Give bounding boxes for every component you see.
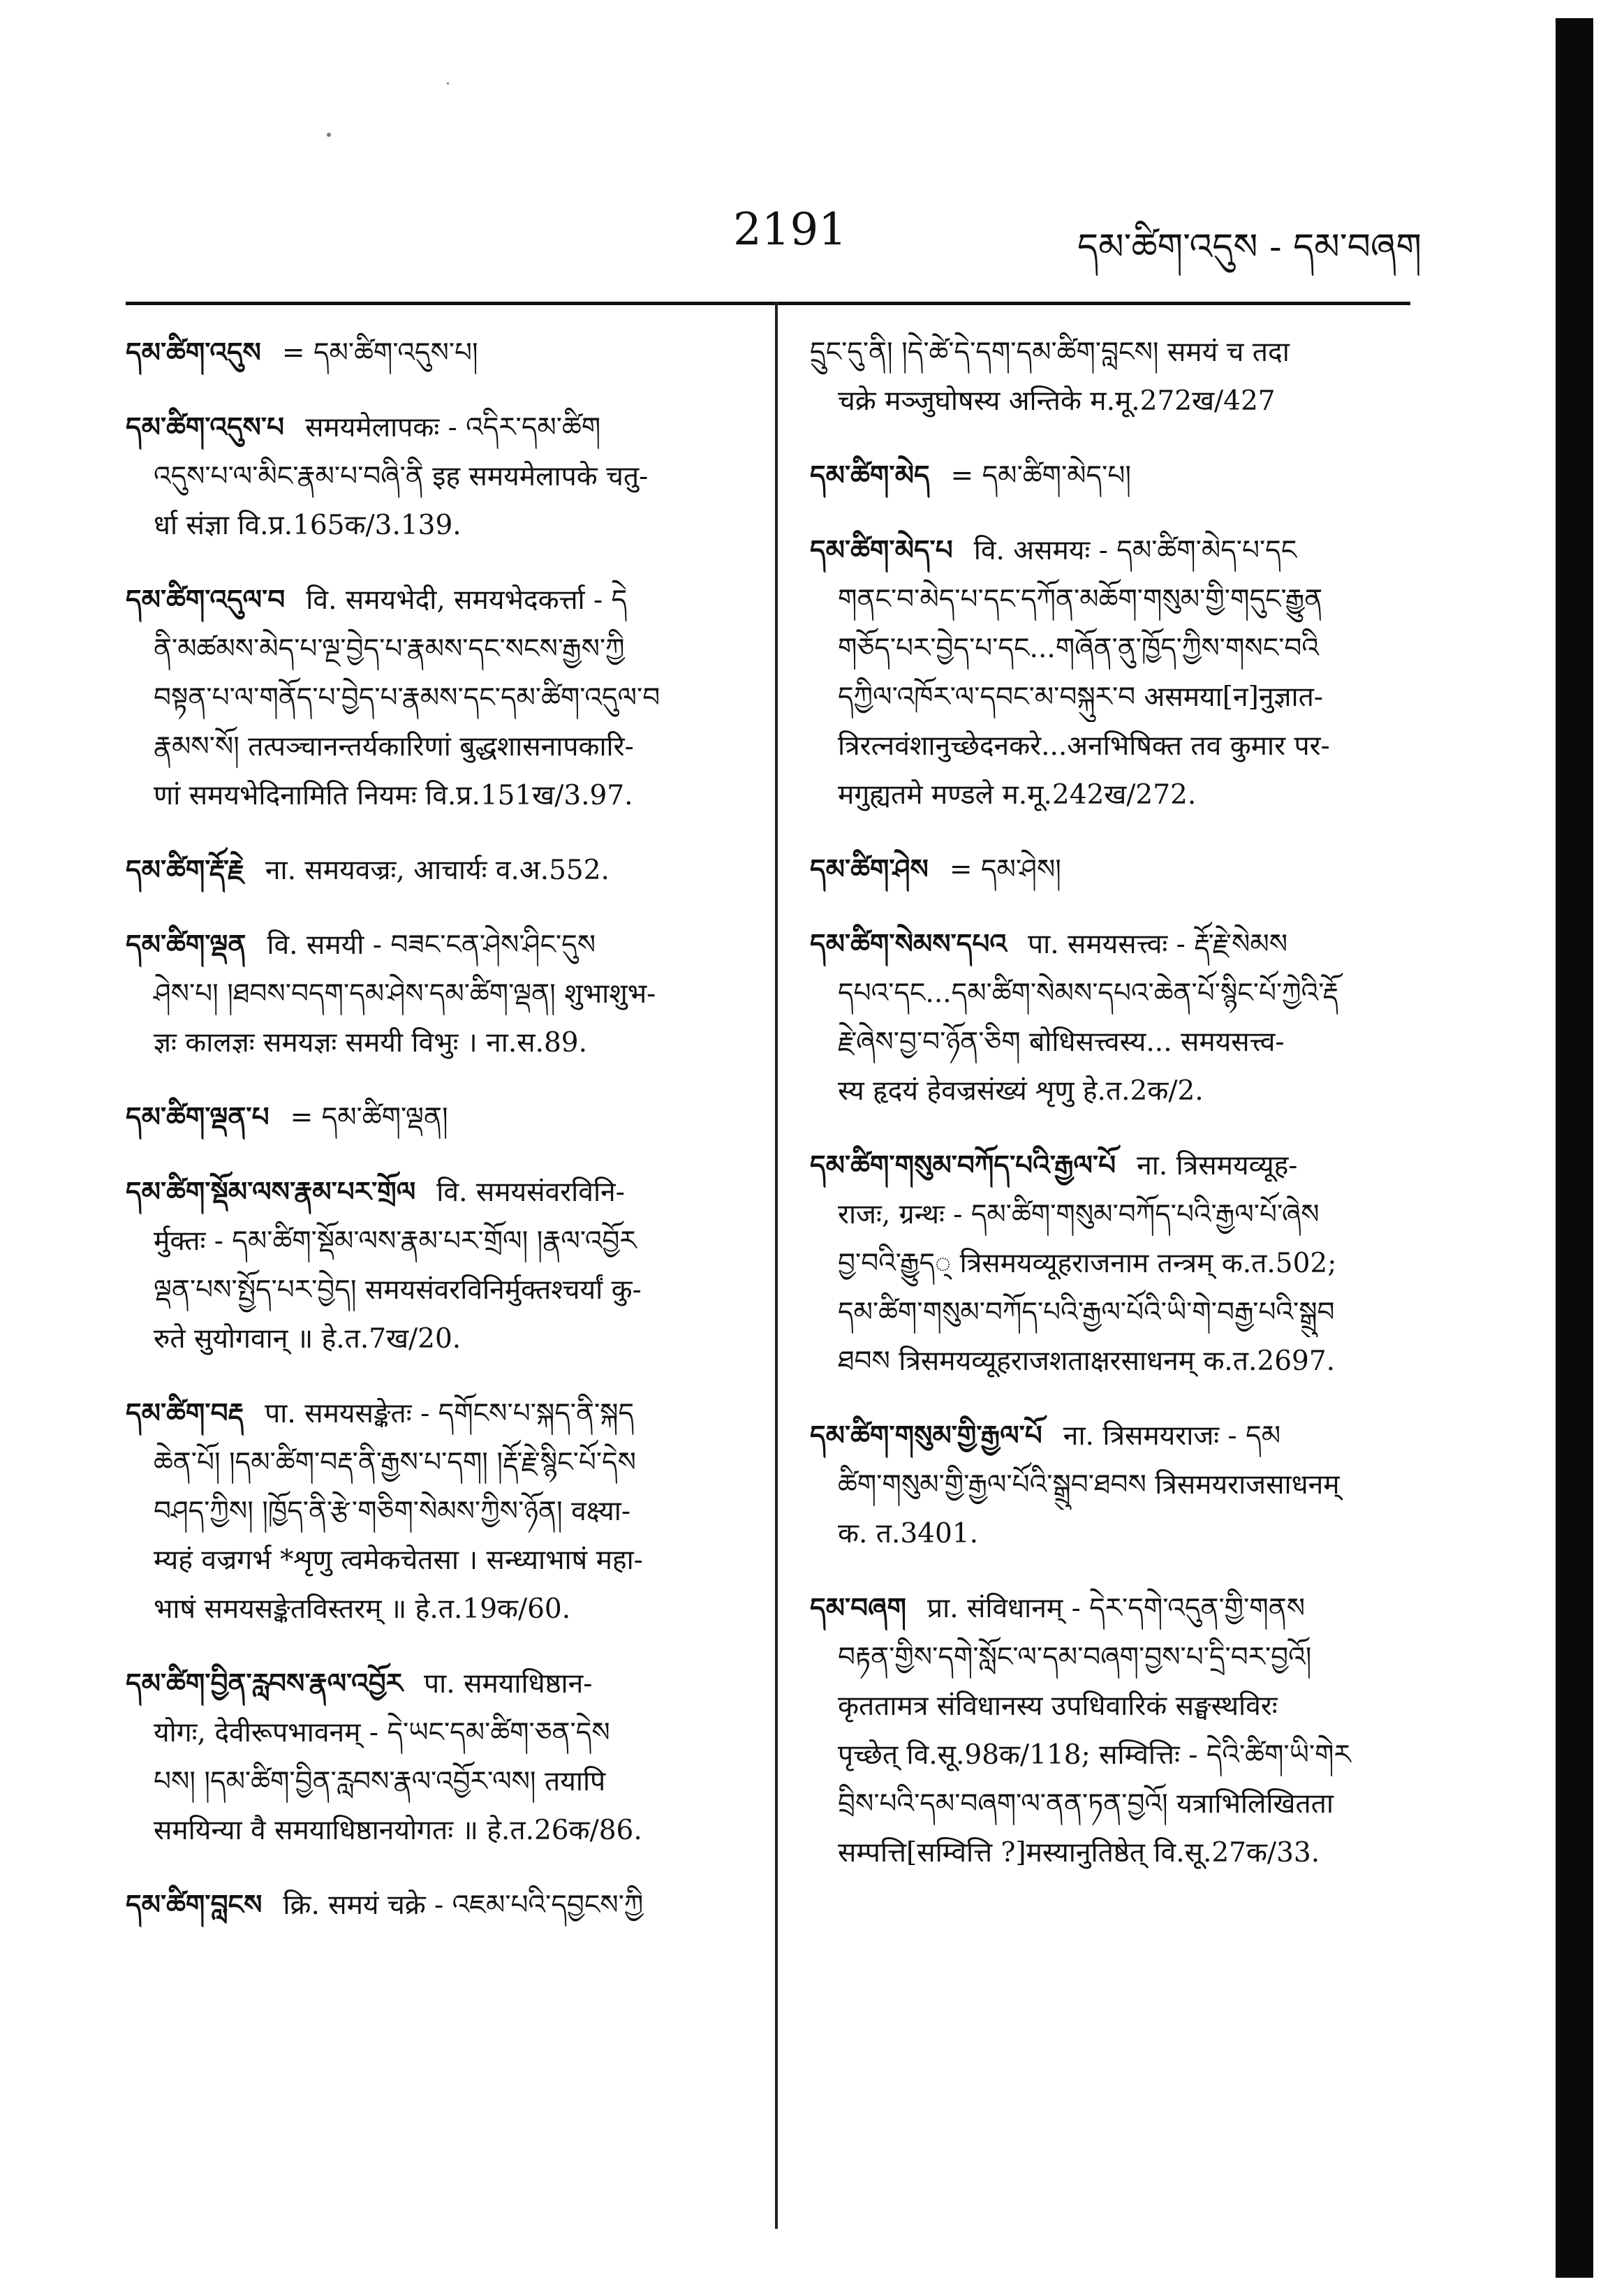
entry-text: चक्रे मञ्जुघोषस्य अन्तिके म.मू.272ख/427	[838, 385, 1276, 417]
entry-text: वि. समयभेदी, समयभेदकर्त्ता - དེ	[306, 584, 628, 616]
entry-first-line	[810, 526, 1410, 575]
dictionary-entry	[126, 328, 740, 378]
entry-line	[810, 1018, 1410, 1067]
entry-headword: དམ་ཚིག་བྱིན་རླབས་རྣལ་འབྱོར	[126, 1667, 404, 1700]
entry-headword: དམ་ཚིག་མེད་པ	[810, 534, 953, 566]
entry-headword: དམ་ཚིག་བླངས	[126, 1889, 263, 1921]
entry-line	[126, 452, 740, 501]
entry-line	[810, 722, 1410, 771]
entry-text: བཤད་ཀྱིས། །ཁྱོད་ནི་རྩེ་གཅིག་སེམས་ཀྱིས་ཉོན། वक्ष्या-	[154, 1496, 631, 1527]
scan-edge-shadow	[1556, 18, 1593, 2278]
header-rule	[126, 302, 1410, 305]
entry-text: དམ་ཚིག་གསུམ་བཀོད་པའི་རྒྱལ་པོའི་ཡི་གེ་བརྒྱ་པའི་སྒྲུབ	[838, 1297, 1335, 1328]
entry-line	[126, 625, 740, 674]
entry-text: मगुह्यतमे मण्डले म.मू.242ख/272.	[838, 779, 1197, 811]
entry-line	[126, 1806, 740, 1855]
entry-headword: དམ་ཚིག་ལྡན	[126, 929, 246, 961]
entry-text: वि. असमयः - དམ་ཚིག་མེད་པ་དང	[973, 535, 1297, 566]
entry-line	[810, 624, 1410, 673]
entry-text: ना. त्रिसमयव्यूह-	[1137, 1150, 1298, 1181]
entry-text: རྗེ་ཞེས་བྱ་བ་ཉོན་ཅིག बोधिसत्त्वस्य... समयसत्त्व-	[838, 1026, 1285, 1058]
entry-first-line	[810, 920, 1410, 969]
entry-headword: དམ་ཚིག་ཤེས	[810, 853, 929, 885]
entry-headword: དམ་ཚིག་བརྡ	[126, 1397, 244, 1429]
entry-text: ना. त्रिसमयराजः - དམ	[1063, 1420, 1281, 1452]
entry-text: णां समयभेदिनामिति नियमः वि.प्र.151ख/3.97.	[154, 780, 633, 811]
entry-first-line	[126, 1880, 740, 1930]
entry-text: དྲུང་དུ་ནི། །དེ་ཚེ་དེ་དག་དམ་ཚིག་བླངས། समयं च तदा	[810, 337, 1290, 368]
dictionary-entry	[126, 575, 740, 820]
entry-headword: དམ་ཚིག་འདུལ་བ	[126, 584, 286, 616]
entry-text: समयिन्या वै समयाधिष्ठानयोगतः ॥ हे.त.26क/86.	[154, 1815, 642, 1846]
dictionary-entry	[810, 1584, 1410, 1878]
entry-text: वि. समयी - བཟང་ངན་ཤེས་ཤིང་དུས	[267, 929, 596, 961]
entry-text: དཔའ་དང...དམ་ཚིག་སེམས་དཔའ་ཆེན་པོ་སྙིང་པོ་ཀྱེའི་རྡོ	[838, 978, 1339, 1009]
running-head: དམ་ཚིག་འདུས - དམ་བཞག	[1077, 226, 1422, 268]
entry-line	[810, 1288, 1410, 1337]
entry-text: योगः, देवीरूपभावनम् - དེ་ཡང་དམ་ཚིག་ཅན་དེས	[154, 1717, 610, 1748]
entry-text: པས། །དམ་ཚིག་བྱིན་རླབས་རྣལ་འབྱོར་ལས། तयापि	[154, 1766, 606, 1797]
entry-line	[810, 1337, 1410, 1386]
entry-line	[810, 377, 1410, 426]
entry-line	[810, 1780, 1410, 1829]
entry-line	[126, 674, 740, 723]
entry-headword: དམ་ཚིག་གསུམ་གྱི་རྒྱལ་པོ	[810, 1420, 1042, 1452]
entry-text: प्रा. संविधानम् - དེར་དགེ་འདུན་གྱི་གནས	[927, 1593, 1306, 1624]
entry-text: ना. समयवज्रः, आचार्यः व.अ.552.	[265, 855, 610, 886]
entry-first-line	[810, 328, 1410, 377]
dictionary-entry	[126, 920, 740, 1068]
dictionary-entry	[126, 846, 740, 895]
column-divider	[775, 302, 778, 2229]
dictionary-entry	[810, 328, 1410, 426]
entry-text: གཅོད་པར་བྱེད་པ་དང...གཞོན་ནུ་ཁྱོད་ཀྱིས་གསང་བའི	[838, 633, 1319, 664]
entry-first-line	[126, 920, 740, 970]
entry-headword: དམ་བཞག	[810, 1592, 906, 1624]
entry-line	[126, 1758, 740, 1806]
entry-line	[810, 1067, 1410, 1116]
entry-line	[810, 673, 1410, 722]
entry-text: समयमेलापकः - འདིར་དམ་ཚིག	[305, 412, 601, 443]
entry-text: पृच्छेत् वि.सू.98क/118; सम्वित्तिः - དེའི་ཚིག་ཡི་གེར	[838, 1739, 1351, 1771]
entry-first-line	[810, 1584, 1410, 1633]
entry-first-line	[810, 1411, 1410, 1461]
entry-text: བྱ་བའི་རྒྱུད् त्रिसमयव्यूहराजनाम तन्त्रम् क.त.502;	[838, 1248, 1337, 1279]
entry-text: पा. समयसत्त्वः - རྡོ་རྗེ་སེམས	[1027, 929, 1288, 960]
entry-line	[810, 1682, 1410, 1731]
entry-text: བྲིས་པའི་དམ་བཞག་ལ་ནན་ཏན་བྱའོ། यत्राभिलिखितता	[838, 1788, 1334, 1820]
entry-first-line	[126, 328, 740, 378]
dictionary-entry	[810, 1411, 1410, 1559]
entry-text: क. त.3401.	[838, 1518, 979, 1549]
entry-line	[810, 575, 1410, 624]
entry-headword: དམ་ཚིག་ལྡན་པ	[126, 1101, 270, 1133]
dictionary-entry	[126, 1880, 740, 1930]
entry-text: पा. समयाधिष्ठान-	[424, 1668, 593, 1700]
entry-text: = དམ་ཚིག་འདུས་པ།	[281, 337, 478, 369]
entry-line	[810, 1461, 1410, 1510]
entry-first-line	[126, 1389, 740, 1438]
entry-text: ཐབས त्रिसमयव्यूहराजशताक्षरसाधनम् क.त.2697.	[838, 1346, 1336, 1377]
entry-text: रुते सुयोगवान् ॥ हे.त.7ख/20.	[154, 1323, 462, 1355]
dictionary-entry	[126, 1093, 740, 1142]
entry-line	[126, 1266, 740, 1315]
entry-headword: དམ་ཚིག་སྡོམ་ལས་རྣམ་པར་གྲོལ	[126, 1176, 416, 1208]
entry-text: वि. समयसंवरविनि-	[436, 1177, 625, 1208]
dictionary-entry	[126, 1167, 740, 1364]
entry-first-line	[126, 846, 740, 895]
entry-text: क्रि. समयं चक्रे - འཇམ་པའི་དབྱངས་ཀྱི	[283, 1889, 644, 1921]
entry-line	[810, 1633, 1410, 1682]
entry-text: = དམ་ཚིག་མེད་པ།	[950, 460, 1131, 492]
entry-line	[810, 1731, 1410, 1780]
entry-first-line	[126, 403, 740, 452]
entry-line	[126, 1709, 740, 1758]
entry-text: ཤེས་པ། །ཐབས་བདག་དམ་ཤེས་དམ་ཚིག་ལྡན། शुभाशुभ-	[154, 978, 656, 1010]
entry-first-line	[126, 1093, 740, 1142]
dictionary-entry	[810, 845, 1410, 894]
entry-text: भाषं समयसङ्केतविस्तरम् ॥ हे.त.19क/60.	[154, 1593, 571, 1625]
entry-headword: དམ་ཚིག་མེད	[810, 459, 930, 492]
entry-text: म्यहं वज्रगर्भ *शृणु त्वमेकचेतसा । सन्ध्याभाषं महा-	[154, 1545, 643, 1576]
entry-line	[126, 970, 740, 1019]
page-number: 2191	[733, 204, 847, 256]
scan-speck	[447, 82, 449, 84]
entry-text: = དམ་ཚིག་ལྡན།	[290, 1102, 448, 1133]
entry-text: ཚིག་གསུམ་གྱི་རྒྱལ་པོའི་སྒྲུབ་ཐབས त्रिसमयराजसाधनम्	[838, 1469, 1340, 1501]
entry-text: पा. समयसङ्केतः - དགོངས་པ་སྐད་ནི་སྐད	[265, 1398, 635, 1429]
entry-line	[126, 1315, 740, 1364]
entry-line	[810, 1191, 1410, 1239]
entry-text: གནང་བ་མེད་པ་དང་དཀོན་མཆོག་གསུམ་གྱི་གདུང་རྒྱུན	[838, 584, 1323, 615]
entry-headword: དམ་ཚིག་འདུས་པ	[126, 411, 285, 443]
entry-line	[810, 1239, 1410, 1288]
entry-text: कृततामत्र संविधानस्य उपधिवारिकं सङ्घस्थविरः	[838, 1690, 1278, 1722]
dictionary-entry	[810, 1141, 1410, 1386]
scan-speck	[327, 133, 331, 137]
entry-text: ནི་མཚམས་མེད་པ་ལྔ་བྱེད་པ་རྣམས་དང་སངས་རྒྱས་ཀྱི	[154, 633, 625, 665]
entry-line	[126, 1487, 740, 1536]
entry-first-line	[810, 1141, 1410, 1191]
entry-text: ཆེན་པོ། །དམ་ཚིག་བརྡ་ནི་རྒྱས་པ་དག། །རྡོ་རྗེ་སྙིང་པོ་དེས	[154, 1447, 636, 1478]
entry-first-line	[810, 451, 1410, 501]
entry-headword: དམ་ཚིག་སེམས་དཔའ	[810, 928, 1007, 960]
entry-text: र्धा संज्ञा वि.प्र.165क/3.139.	[154, 510, 462, 541]
dictionary-entry	[810, 920, 1410, 1116]
entry-text: = དམ་ཤེས།	[949, 854, 1061, 885]
entry-line	[126, 772, 740, 820]
entry-line	[810, 771, 1410, 820]
entry-line	[126, 1217, 740, 1266]
entry-first-line	[810, 845, 1410, 894]
entry-line	[126, 1438, 740, 1487]
entry-line	[126, 1019, 740, 1068]
entry-text: त्रिरत्नवंशानुच्छेदनकरे...अनभिषिक्त तव कुमार पर-	[838, 730, 1330, 762]
entry-line	[810, 1510, 1410, 1559]
left-column	[126, 328, 740, 1955]
entry-text: ལྡན་པས་སྤྱོད་པར་བྱེད། समयसंवरविनिर्मुक्तश्चर्यां कु-	[154, 1274, 642, 1306]
entry-line	[126, 1585, 740, 1634]
entry-line	[810, 1829, 1410, 1878]
entry-text: सम्पत्ति[सम्वित्ति ?]मस्यानुतिष्ठेत् वि.सू.27क/33.	[838, 1837, 1320, 1869]
entry-line	[126, 501, 740, 550]
entry-text: བརྟན་གྱིས་དགེ་སློང་ལ་དམ་བཞག་བྱས་པ་དྲི་བར་བྱའོ།	[838, 1642, 1312, 1673]
dictionary-entry	[126, 1389, 740, 1634]
dictionary-entry	[810, 526, 1410, 820]
entry-first-line	[126, 575, 740, 625]
entry-text: དཀྱིལ་འཁོར་ལ་དབང་མ་བསྐུར་བ असमया[न]नुज्ञात-	[838, 682, 1323, 713]
entry-line	[126, 1536, 740, 1585]
entry-text: བསྟན་པ་ལ་གནོད་པ་བྱེད་པ་རྣམས་དང་དམ་ཚིག་འདུལ་བ	[154, 682, 660, 714]
right-column	[810, 328, 1410, 1903]
entry-text: र्मुक्तः - དམ་ཚིག་སྡོམ་ལས་རྣམ་པར་གྲོལ། །རྣལ་འབྱོར	[154, 1225, 637, 1257]
entry-text: ज्ञः कालज्ञः समयज्ञः समयी विभुः । ना.स.89.	[154, 1027, 588, 1059]
entry-line	[810, 969, 1410, 1018]
entry-headword: དམ་ཚིག་རྡོ་རྗེ	[126, 854, 244, 886]
entry-line	[126, 723, 740, 772]
entry-first-line	[126, 1659, 740, 1709]
entry-headword: དམ་ཚིག་འདུས	[126, 337, 261, 369]
dictionary-entry	[126, 403, 740, 550]
entry-text: འདུས་པ་ལ་མིང་རྣམ་པ་བཞི་ནི इह समयमेलापके चतु-	[154, 461, 649, 492]
entry-headword: དམ་ཚིག་གསུམ་བཀོད་པའི་རྒྱལ་པོ	[810, 1149, 1116, 1181]
dictionary-entry	[810, 451, 1410, 501]
entry-text: स्य हृदयं हेवज्रसंख्यं शृणु हे.त.2क/2.	[838, 1075, 1204, 1107]
dictionary-entry	[126, 1659, 740, 1855]
entry-first-line	[126, 1167, 740, 1217]
entry-text: राजः, ग्रन्थः - དམ་ཚིག་གསུམ་བཀོད་པའི་རྒྱལ་པོ་ཞེས	[838, 1199, 1320, 1230]
entry-text: རྣམས་སོ། तत्पञ्चानन्तर्यकारिणां बुद्धशासनापकारि-	[154, 731, 634, 763]
